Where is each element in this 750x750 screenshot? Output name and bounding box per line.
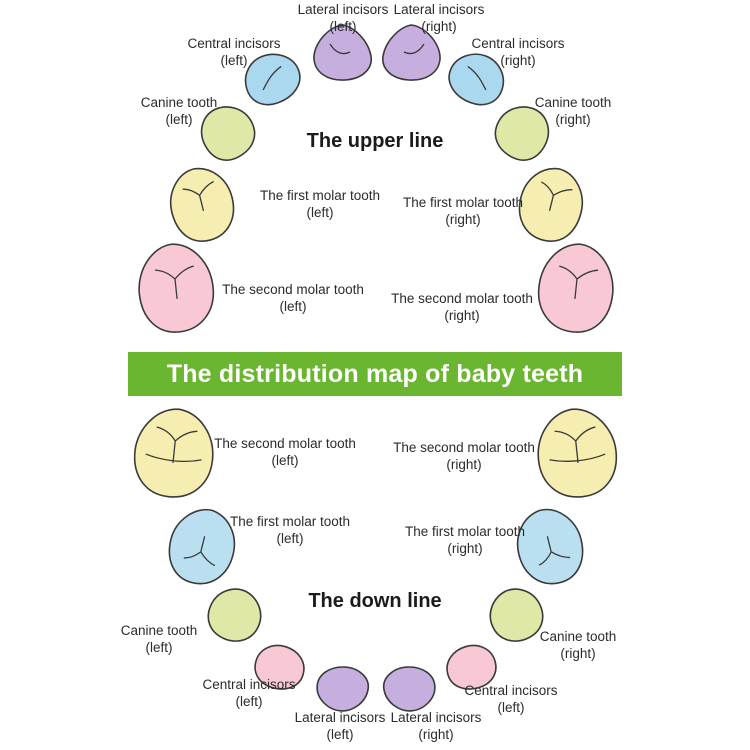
- label-line-1: The first molar tooth: [402, 195, 524, 210]
- label-lower-central-incisor-left: [190, 677, 308, 711]
- label-upper-canine-left: [124, 95, 234, 129]
- upper-arch-title: The upper line: [306, 130, 444, 152]
- label-line-2: (left): [271, 452, 299, 468]
- lower-arch-title: The down line: [308, 590, 442, 612]
- title-banner: [128, 352, 622, 396]
- label-lower-second-molar-right: [377, 440, 551, 474]
- tooth-lower-lateral-incisor-right: [378, 661, 440, 718]
- label-line-1: Canine tooth: [120, 623, 198, 638]
- label-line-2: (left): [497, 699, 525, 715]
- label-line-1: Lateral incisors: [294, 710, 386, 725]
- label-line-1: The second molar tooth: [393, 440, 535, 455]
- label-lower-first-molar-right: [385, 524, 545, 558]
- label-line-2: (left): [235, 693, 263, 709]
- label-line-1: Lateral incisors: [393, 2, 485, 17]
- label-line-1: The first molar tooth: [259, 188, 381, 203]
- label-line-2: (left): [145, 639, 173, 655]
- label-line-2: (left): [220, 52, 248, 68]
- label-upper-second-molar-left: [206, 282, 380, 316]
- label-upper-first-molar-left: [240, 188, 400, 222]
- label-line-2: (right): [500, 52, 536, 68]
- label-upper-canine-right: [518, 95, 628, 129]
- label-line-1: Lateral incisors: [390, 710, 482, 725]
- label-line-1: Central incisors: [464, 683, 558, 698]
- label-line-2: (left): [165, 111, 193, 127]
- label-line-2: (left): [329, 18, 357, 34]
- label-line-1: Canine tooth: [534, 95, 612, 110]
- label-line-1: The first molar tooth: [229, 514, 351, 529]
- label-line-1: The first molar tooth: [404, 524, 526, 539]
- label-lower-canine-right: [523, 629, 633, 663]
- label-line-2: (right): [418, 726, 454, 742]
- label-line-2: (right): [446, 456, 482, 472]
- label-upper-central-incisor-right: [459, 36, 577, 70]
- label-line-2: (left): [276, 530, 304, 546]
- label-upper-lateral-incisor-right: [380, 2, 498, 36]
- label-line-2: (left): [279, 298, 307, 314]
- label-lower-second-molar-left: [198, 436, 372, 470]
- label-line-2: (right): [444, 307, 480, 323]
- label-line-1: The second molar tooth: [214, 436, 356, 451]
- label-line-1: Central incisors: [187, 36, 281, 51]
- label-lower-lateral-incisor-right: [377, 710, 495, 744]
- label-line-2: (left): [326, 726, 354, 742]
- label-upper-second-molar-right: [375, 291, 549, 325]
- label-upper-central-incisor-left: [175, 36, 293, 70]
- label-line-2: (right): [421, 18, 457, 34]
- tooth-lower-lateral-incisor-left: [312, 661, 374, 718]
- label-line-1: The second molar tooth: [222, 282, 364, 297]
- label-line-1: Canine tooth: [140, 95, 218, 110]
- label-line-2: (right): [447, 540, 483, 556]
- label-line-1: Central incisors: [202, 677, 296, 692]
- label-line-2: (right): [445, 211, 481, 227]
- label-line-1: The second molar tooth: [391, 291, 533, 306]
- label-line-2: (right): [560, 645, 596, 661]
- label-line-1: Lateral incisors: [297, 2, 389, 17]
- label-line-1: Canine tooth: [539, 629, 617, 644]
- label-line-1: Central incisors: [471, 36, 565, 51]
- label-line-2: (left): [306, 204, 334, 220]
- label-lower-first-molar-left: [210, 514, 370, 548]
- label-lower-canine-left: [104, 623, 214, 657]
- label-line-2: (right): [555, 111, 591, 127]
- label-upper-first-molar-right: [383, 195, 543, 229]
- banner-title: The distribution map of baby teeth: [166, 359, 584, 388]
